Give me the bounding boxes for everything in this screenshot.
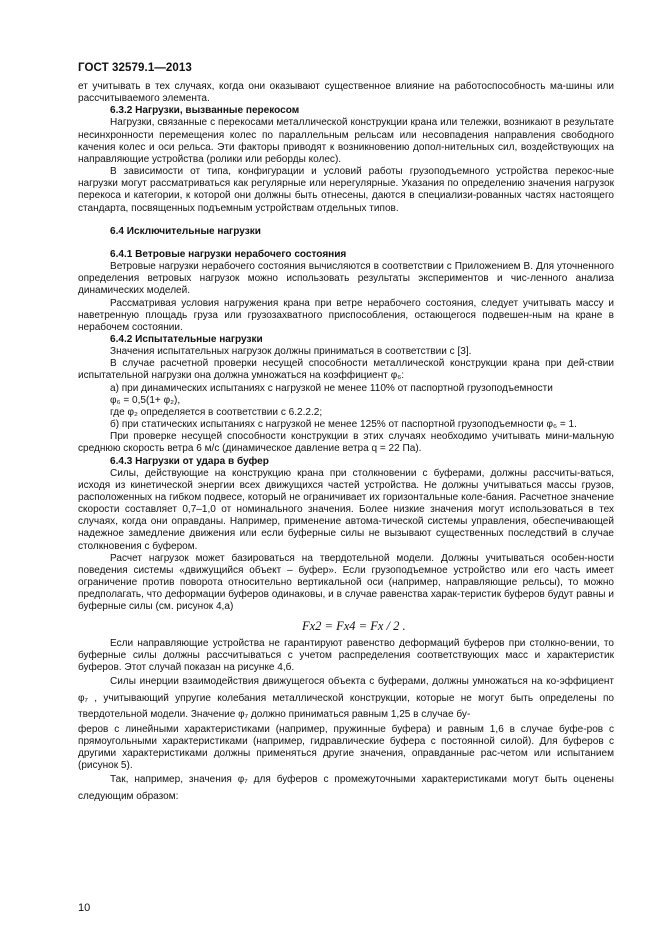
document-body [78,81,614,805]
paragraph: Так, например, значения φ₇ для буферов с промежуточными характеристиками могут быть оценены следующим образом: [78,774,614,802]
paragraph: φ₆ = 0,5(1+ φ₂), [110,394,181,406]
section-heading: 6.4.2 Испытательные нагрузки [110,333,263,345]
paragraph: б) при статических испытаниях с нагрузкой не менее 125% от паспортной грузоподъемности φ₆ = 1. [110,419,577,431]
section-heading: 6.4 Исключительные нагрузки [110,225,261,237]
section-heading: 6.4.3 Нагрузки от удара в буфер [110,455,269,467]
paragraph: Рассматривая условия нагружения крана при ветре нерабочего состояния, следует учитывать массу и наветренную площадь груза или грузозахватного приспособления, остающегося подвешен-ным на кране в нерабочем состоянии. [78,297,614,333]
paragraph: ет учитывать в тех случаях, когда они оказывают существенное влияние на работоспособность ма-шины или рассчитываемого элемента. [78,81,614,105]
paragraph: Значения испытательных нагрузок должны приниматься в соответствии с [3]. [110,346,472,358]
paragraph: При проверке несущей способности конструкции в этих случаях необходимо учитывать мини-мальную среднюю скорость ветра 6 м/с (динамическое давление ветра q = 22 Па). [78,431,614,455]
paragraph: Нагрузки, связанные с перекосами металлической конструкции крана или тележки, возникают в результате несинхронности перемещения колес по параллельным рельсам или несовпадения направления свободного качения колес и оси рельса. Эти факторы приводят к возникновению допол-нительных сил, воздействующих на направляющие устройства (ролики или реборды колес). [78,117,614,165]
paragraph: Расчет нагрузок может базироваться на твердотельной модели. Должны учитываться особен-ности поведения системы «движущийся объект – буфер». Если грузоподъемное устройство или его часть имеет ограничение против поворота относительно вертикальной оси (например, направляющие рельсы), то можно предполагать, что деформации буферов одинаковы, и в случае равенства харак-теристик буферов будут равны и буферные силы (см. рисунок 4,а) [78,552,614,613]
paragraph: феров с линейными характеристиками (например, пружинные буфера) и равным 1,6 в случае буфе-ров с прямоугольными характеристиками (например, гидравлические буфера с постоянной силой). Для буферов с другими характеристиками должны применяться другие значения, оправданные рас-четом или испытанием (рисунок 5). [78,723,614,771]
document-header: ГОСТ 32579.1—2013 [78,62,192,74]
paragraph: В зависимости от типа, конфигурации и условий работы грузоподъемного устройства перекос-ные нагрузки могут рассматриваться как регулярные или нерегулярные. Указания по определению значения нагрузок перекоса и категории, к которой они должны быть отнесены, даются в специализи-рованных частях настоящего стандарта, посвященных подъемным устройствам отдельных типов. [78,166,614,214]
section-heading: 6.4.1 Ветровые нагрузки нерабочего состояния [110,248,347,260]
paragraph: Силы, действующие на конструкцию крана при столкновении с буферами, должны рассчиты-ваться, исходя из кинетической энергии всех движущихся частей устройства. Не должны учитываться массы грузов, расположенных на гибком подвесе, который не ограничивает их горизонтальные коле-бания. Расчетное значение скорости составляет 0,7–1,0 от номинального значения. Более низкие значения могут использоваться в тех случаях, когда они оправданы. Например, применение автома-тической системы управления, обеспечивающей надежное замедление движения или если буферные силы не вызывают существенных последствий в случае столкновения с буфером. [78,467,614,552]
paragraph: где φ₂ определяется в соответствии с 6.2.2.2; [110,406,323,418]
page-number: 10 [78,902,91,914]
section-heading: 6.3.2 Нагрузки, вызванные перекосом [110,105,300,117]
formula: Fx2 = Fx4 = Fx / 2 . [302,618,406,633]
spacer [78,238,614,249]
paragraph: Если направляющие устройства не гарантируют равенство деформаций буферов при столкно-вении, то буферные силы должны рассчитываться с учетом распределения соответствующих масс и характеристик буферов. Этот случай показан на рисунке 4,б. [78,637,614,673]
spacer [78,215,614,226]
paragraph: В случае расчетной проверки несущей способности металлической конструкции крана при дей-ствии испытательной нагрузки она должна умножаться на коэффициент φ₆: [78,358,614,382]
paragraph: Силы инерции взаимодействия движущегося объекта с буферами, должны умножаться на ко-эффициент φ₇ , учитывающий упругие колебания металлической конструкции, которые не могут быть определены по твердотельной модели. Значение φ₇ должно приниматься равным 1,25 в случае бу- [78,676,614,721]
paragraph: а) при динамических испытаниях с нагрузкой не менее 110% от паспортной грузоподъемности [110,382,553,394]
paragraph: Ветровые нагрузки нерабочего состояния вычисляются в соответствии с Приложением В. Для уточненного определения ветровых нагрузок можно использовать результаты экспериментов и чис-ленного анализа динамических моделей. [78,261,614,297]
